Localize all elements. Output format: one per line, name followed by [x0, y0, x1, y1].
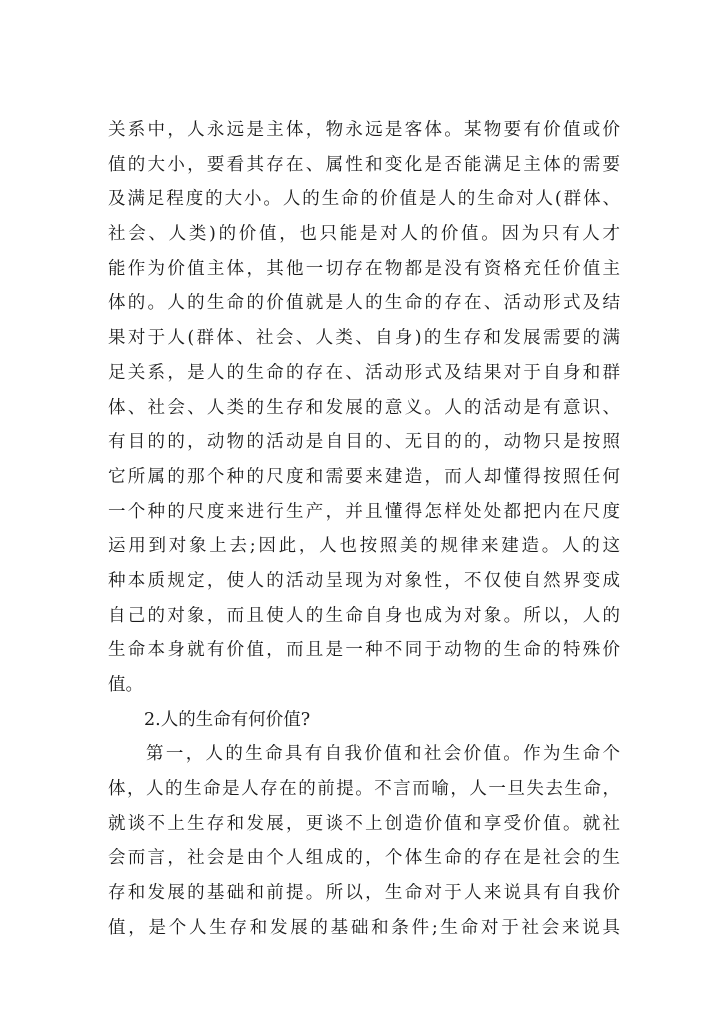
paragraph-line: 有目的的，动物的活动是自目的、无目的的，动物只是按照: [108, 432, 620, 453]
paragraph-line: 运用到对象上去;因此，人也按照美的规律来建造。人的这: [108, 536, 620, 557]
paragraph-line: 生命本身就有价值，而且是一种不同于动物的生命的特殊价: [108, 640, 620, 661]
paragraph-line: 存和发展的基础和前提。所以，生命对于人来说具有自我价: [108, 883, 620, 904]
paragraph-line: 会而言，社会是由个人组成的，个体生命的存在是社会的生: [108, 848, 620, 869]
paragraph-line: 自己的对象，而且使人的生命自身也成为对象。所以，人的: [108, 605, 620, 626]
paragraph-line: 种本质规定，使人的活动呈现为对象性，不仅使自然界变成: [108, 570, 620, 591]
paragraph-line: 一个种的尺度来进行生产，并且懂得怎样处处都把内在尺度: [108, 501, 620, 522]
paragraph-line: 能作为价值主体，其他一切存在物都是没有资格充任价值主: [108, 258, 620, 279]
paragraph-line: 足关系，是人的生命的存在、活动形式及结果对于自身和群: [108, 362, 620, 383]
paragraph-line: 就谈不上生存和发展，更谈不上创造价值和享受价值。就社: [108, 813, 620, 834]
section-heading: 2.人的生命有何价值?: [144, 709, 311, 730]
paragraph-line: 第一，人的生命具有自我价值和社会价值。作为生命个: [146, 744, 620, 765]
paragraph-line: 它所属的那个种的尺度和需要来建造，而人却懂得按照任何: [108, 466, 620, 487]
paragraph-line: 关系中，人永远是主体，物永远是客体。某物要有价值或价: [108, 120, 620, 140]
paragraph-line: 值的大小，要看其存在、属性和变化是否能满足主体的需要: [108, 154, 620, 175]
paragraph-line: 值。: [108, 675, 143, 695]
paragraph-line: 体的。人的生命的价值就是人的生命的存在、活动形式及结: [108, 293, 620, 314]
paragraph-line: 及满足程度的大小。人的生命的价值是人的生命对人(群体、: [108, 189, 620, 210]
document-body: [108, 113, 620, 946]
paragraph-line: 果对于人(群体、社会、人类、自身)的生存和发展需要的满: [108, 328, 620, 349]
paragraph-line: 值，是个人生存和发展的基础和条件;生命对于社会来说具: [108, 917, 620, 938]
paragraph-line: 体，人的生命是人存在的前提。不言而喻，人一旦失去生命，: [108, 779, 620, 800]
paragraph-line: 社会、人类)的价值，也只能是对人的价值。因为只有人才: [108, 224, 620, 245]
paragraph-line: 体、社会、人类的生存和发展的意义。人的活动是有意识、: [108, 397, 620, 418]
